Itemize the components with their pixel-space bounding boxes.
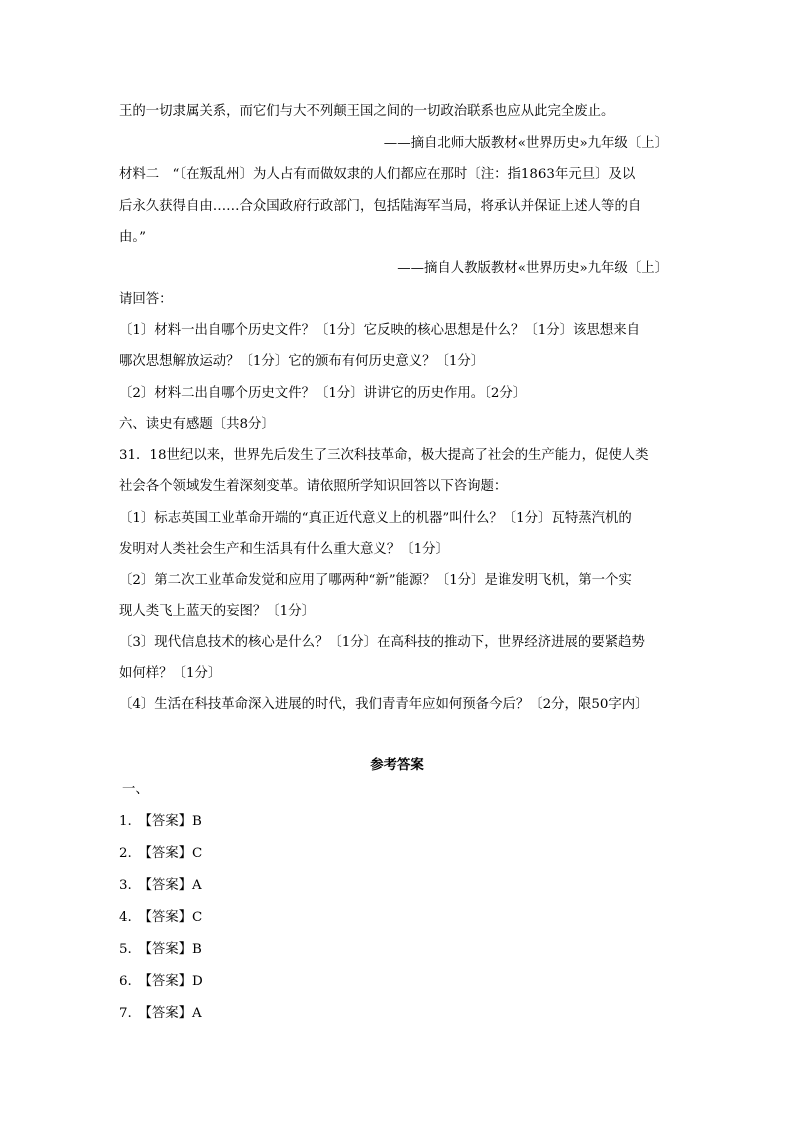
- answer-item-5: 5. 【答案】B: [119, 942, 202, 957]
- q31-sub3-line2: 如何样？〔1分〕: [119, 666, 222, 681]
- q31-sub3-line1: 〔3〕现代信息技术的核心是什么？〔1分〕在高科技的推动下，世界经济进展的要紧趋势: [119, 635, 645, 650]
- answer-item-4: 4. 【答案】C: [119, 910, 203, 925]
- material1-tail: 王的一切隶属关系，而它们与大不列颠王国之间的一切政治联系也应从此完全废止。: [119, 104, 615, 119]
- material2-line1: 材料二 “〔在叛乱州〕为人占有而做奴隶的人们都应在那时〔注：指1863年元旦〕及以: [119, 167, 636, 182]
- answer-item-3: 3. 【答案】A: [119, 878, 202, 893]
- q31-sub1-line1: 〔1〕标志英国工业革命开端的“真正近代意义上的机器”叫什么？〔1分〕瓦特蒸汽机的: [119, 511, 632, 526]
- material2-line3: 由。”: [119, 230, 146, 245]
- answer-item-2: 2. 【答案】C: [119, 846, 203, 861]
- material2-line2: 后永久获得自由……合众国政府行政部门，包括陆海军当局，将承认并保证上述人等的自: [119, 199, 642, 214]
- section6-heading: 六、读史有感题〔共8分〕: [119, 417, 275, 432]
- q31-sub4: 〔4〕生活在科技革命深入进展的时代，我们青青年应如何预备今后？〔2分，限50字内〕: [119, 697, 649, 712]
- question30-q2: 〔2〕材料二出自哪个历史文件？〔1分〕讲讲它的历史作用。〔2分〕: [119, 386, 527, 401]
- q31-sub2-line1: 〔2〕第二次工业革命发觉和应用了哪两种“新”能源？〔1分〕是谁发明飞机，第一个实: [119, 573, 632, 588]
- material1-source: ——摘自北师大版教材«世界历史»九年级〔上〕: [383, 136, 668, 151]
- q31-line1: 31．18世纪以来，世界先后发生了三次科技革命，极大提高了社会的生产能力，促使人类: [119, 448, 649, 463]
- answers-title: 参考答案: [370, 757, 424, 773]
- answer-item-1: 1. 【答案】B: [119, 814, 202, 829]
- material2-source: ——摘自人教版教材«世界历史»九年级〔上〕: [397, 261, 668, 276]
- q31-sub1-line2: 发明对人类社会生产和生活具有什么重大意义？〔1分〕: [119, 542, 449, 557]
- answer-item-6: 6. 【答案】D: [119, 974, 203, 989]
- answers-section: 一、: [122, 782, 149, 797]
- q31-sub2-line2: 现人类飞上蓝天的妄图？〔1分〕: [119, 604, 315, 619]
- question30-q1-line1: 〔1〕材料一出自哪个历史文件？〔1分〕它反映的核心思想是什么？〔1分〕该思想来自: [119, 323, 641, 338]
- q31-line2: 社会各个领域发生着深刻变革。请依照所学知识回答以下咨询题：: [119, 479, 508, 494]
- answer-item-7: 7. 【答案】A: [119, 1006, 202, 1021]
- question30-q1-line2: 哪次思想解放运动？〔1分〕它的颁布有何历史意义？〔1分〕: [119, 354, 485, 369]
- question30-prompt: 请回答：: [119, 292, 173, 307]
